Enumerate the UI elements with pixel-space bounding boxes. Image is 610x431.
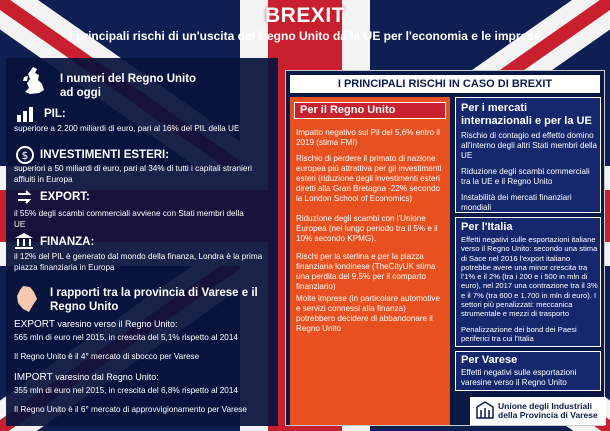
export-varese-rank: Il Regno Unito è il 4° mercato di sbocco per Varese xyxy=(14,352,200,361)
italia-title: Per l'Italia xyxy=(461,221,513,233)
numbers-heading: I numeri del Regno Unito ad oggi xyxy=(60,73,197,99)
uk-map-icon xyxy=(14,66,54,96)
import-varese-heading xyxy=(14,372,269,384)
import-varese-label: IMPORT xyxy=(14,372,53,383)
export-text: il 55% degli scambi commerciali avviene con Stati membri della UE xyxy=(14,209,244,229)
export-label: EXPORT: xyxy=(40,191,90,203)
export-varese-text: 565 mln di euro nel 2015, in crescita del 5,1% rispetto al 2014 xyxy=(14,333,238,342)
italia-p2: Penalizzazione dei bond dei Paesi periferici tra cui l'Italia xyxy=(461,325,577,344)
logo-text-line2: della Provincia di Varese xyxy=(498,410,598,420)
regno-unito-p4: Rischi per la sterlina e per la piazza finanziaria londinese (TheCityUK stima una perdita del 9,5% per il comparto finanziario) xyxy=(296,252,436,291)
investimenti-label: INVESTIMENTI ESTERI: xyxy=(40,149,170,161)
money-icon xyxy=(14,145,36,165)
finanza-text: il 12% del PIL è generato dal mondo della finanza, Londra è la prima piazza finanziaria in Europa xyxy=(14,252,263,272)
export-varese-heading xyxy=(14,319,269,331)
export-arrows-icon xyxy=(14,187,36,207)
import-varese-text: 355 mln di euro nel 2015, in crescita del 6,8% rispetto al 2014 xyxy=(14,386,238,395)
regno-unito-p3: Riduzione degli scambi con l'Unione Europea (nel lungo periodo tra il 5% e il 10% secondo KPMG). xyxy=(296,214,438,243)
logo-emblem-icon xyxy=(476,401,494,421)
varese-map-icon xyxy=(12,284,42,314)
mercati-p2: Riduzione degli scambi commerciali tra la UE e il Regno Unito xyxy=(461,167,590,186)
logo-text-line1: Unione degli Industriali xyxy=(498,400,592,411)
import-varese-label-rest: varesino dal Regno Unito: xyxy=(55,372,159,382)
unione-industriali-logo xyxy=(470,397,606,425)
page-title: BREXIT xyxy=(264,4,345,27)
risks-heading: I PRINCIPALI RISCHI IN CASO DI BREXIT xyxy=(290,75,600,93)
italia-p1: Effetti negativi sulle esportazioni italiane verso il Regno Unito: secondo una stima di Sace nel 2016 l'export italiano potrebbe avere una minor crescita tra l'1% e il 2% (tra i 200 e i 500 in mln di euro), nel 2017 una contrazione tra il 3% e il 7% (tra 600 e 1.700 in mln di euro). I settori più penalizzati: meccanica strumentale e mezzi di trasporto xyxy=(461,235,598,319)
varese-title: Per Varese xyxy=(461,354,518,366)
regno-unito-p2: Rischio di perdere il primato di nazione europea più attrattiva per gli investimenti esteri (riduzione degli investimenti esteri diretti alla Gran Bretagna -22% secondo la London School of Economics) xyxy=(296,154,442,203)
pil-label: PIL: xyxy=(44,108,66,120)
rapporti-heading: I rapporti tra la provincia di Varese e il Regno Unito xyxy=(50,287,258,313)
bar-chart-icon xyxy=(14,104,40,124)
regno-unito-title: Per il Regno Unito xyxy=(294,102,446,119)
import-varese-rank: Il Regno Unito è il 6° mercato di approvvigionamento per Varese xyxy=(14,405,247,414)
varese-p1: Effetti negativi sulle esportazioni varesine verso il Regno Unito xyxy=(461,368,577,387)
bank-icon xyxy=(12,231,36,251)
regno-unito-p5: Molte imprese (in particolare automotive e servizi connessi alla finanza) potrebbero decidere di abbandonare il Regno Unito xyxy=(296,294,440,333)
svg-text:$: $ xyxy=(21,149,29,162)
regno-unito-p1: Impatto negativo sul Pil del 5,6% entro il 2019 (stima FMI) xyxy=(296,128,440,147)
mercati-p3: Instabilità dei mercati finanziari mondiali xyxy=(461,193,572,212)
export-varese-label: EXPORT xyxy=(14,319,55,330)
export-varese-label-rest: varesino verso il Regno Unito: xyxy=(57,319,178,329)
pil-text: superiore a 2.200 miliardi di euro, pari al 16% del PIL della UE xyxy=(14,124,240,133)
mercati-title: Per i mercati internazionali e per la UE xyxy=(461,102,592,127)
page-subtitle: I principali rischi di un'uscita del Regno Unito dalla UE per l'economia e le imprese xyxy=(69,29,541,43)
mercati-p1: Rischio di contagio ed effetto domino all'interno degli altri Stati membri della UE xyxy=(461,131,598,160)
finanza-label: FINANZA: xyxy=(40,236,95,248)
investimenti-text: superiori a 50 miliardi di euro, pari al 34% di tutti i capitali stranieri affluiti in Europa xyxy=(14,164,253,184)
